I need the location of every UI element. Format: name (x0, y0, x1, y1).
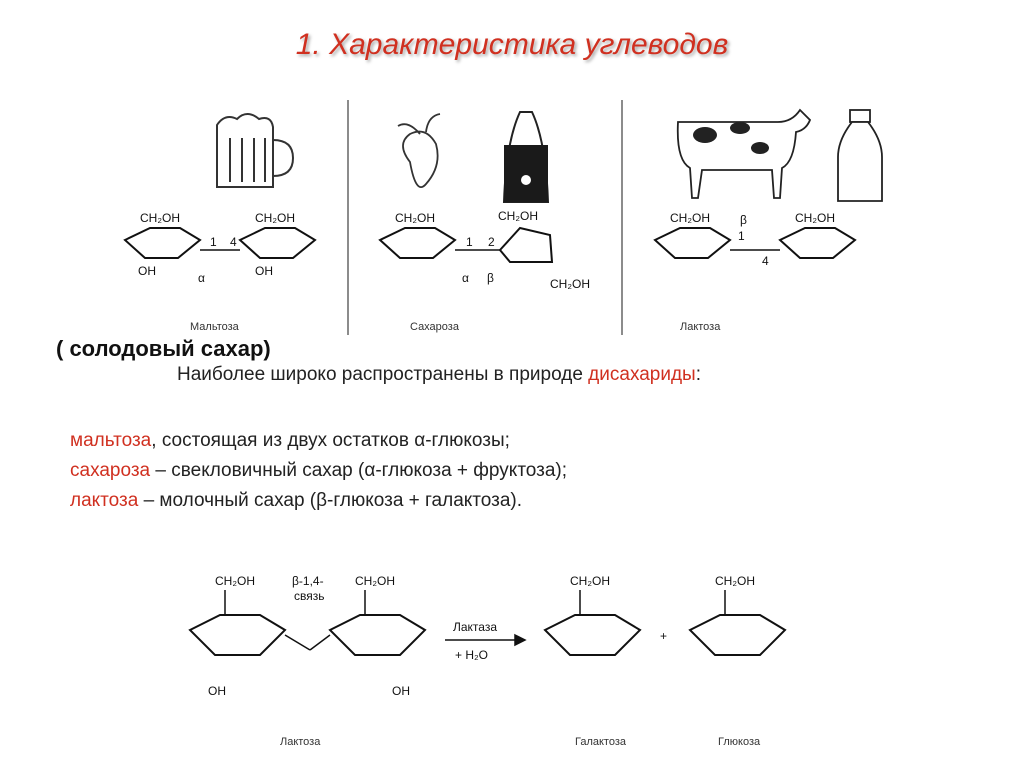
sugar-loaf-icon (504, 112, 548, 202)
link-label: 2 (488, 235, 495, 249)
glucose-ring (690, 590, 785, 655)
item-name: лактоза (70, 490, 139, 511)
enzyme-label: Лактаза (453, 620, 498, 634)
lactose-structure (655, 228, 855, 258)
milk-bottle-icon (838, 110, 882, 201)
item-desc: , состоящая из двух остатков α-глюкозы; (151, 430, 510, 451)
maltose-caption: Мальтоза (190, 321, 239, 333)
link-label: 4 (230, 235, 237, 249)
intro-end: : (695, 364, 701, 385)
bond-label: β-1,4- (292, 574, 324, 588)
disaccharide-list (70, 426, 567, 516)
intro-text: Наиболее широко распространены в природе (177, 364, 589, 385)
link-label: 1 (738, 229, 745, 243)
list-item (70, 486, 567, 516)
link-label: α (198, 271, 205, 285)
ch2oh-label: CH₂OH (550, 277, 590, 291)
sucrose-caption: Сахароза (410, 321, 459, 333)
ch2oh-label: CH₂OH (570, 574, 610, 588)
slide-title: 1. Характеристика углеводов (295, 28, 729, 61)
ch2oh-label: CH₂OH (670, 211, 710, 225)
beer-mug-icon (217, 114, 293, 187)
lactose-caption: Лактоза (680, 321, 721, 333)
oh-label: OH (255, 264, 273, 278)
ch2oh-label: CH₂OH (140, 211, 180, 225)
list-item (70, 426, 567, 456)
galactose-caption: Галактоза (575, 736, 626, 748)
maltose-structure (125, 228, 315, 258)
list-item (70, 456, 567, 486)
ch2oh-label: CH₂OH (395, 211, 435, 225)
bond-label: связь (294, 589, 325, 603)
item-desc: – молочный сахар (β-глюкоза + галактоза). (138, 490, 523, 511)
item-name: сахароза (70, 460, 151, 481)
link-label: 1 (210, 235, 217, 249)
item-desc: – свекловичный сахар (α-глюкоза + фруктоза); (150, 460, 568, 481)
link-label: β (740, 213, 747, 227)
oh-label: OH (138, 264, 156, 278)
sugar-beet-icon (398, 114, 440, 187)
ch2oh-label: CH₂OH (795, 211, 835, 225)
link-label: β (487, 271, 494, 285)
plus-sign: + (660, 629, 668, 643)
oh-label: OH (392, 684, 410, 698)
ch2oh-label: CH₂OH (715, 574, 755, 588)
lactose-hydrolysis-figure (170, 555, 810, 755)
item-name: мальтоза (70, 430, 152, 451)
link-label: 4 (762, 254, 769, 268)
oh-label: OH (208, 684, 226, 698)
water-label: + H₂O (455, 648, 488, 662)
ch2oh-label: CH₂OH (255, 211, 295, 225)
malt-sugar-label: ( солодовый сахар) (56, 336, 271, 361)
link-label: 1 (466, 235, 473, 249)
ch2oh-label: CH₂OH (355, 574, 395, 588)
disaccharide-figure (90, 100, 920, 340)
intro-line (177, 364, 701, 386)
intro-highlight: дисахариды (588, 364, 696, 385)
ch2oh-label: CH₂OH (215, 574, 255, 588)
reaction-arrow (445, 635, 525, 645)
glucose-caption: Глюкоза (718, 736, 761, 748)
galactose-ring (545, 590, 640, 655)
link-label: α (462, 271, 469, 285)
lactose-caption: Лактоза (280, 736, 321, 748)
ch2oh-label: CH₂OH (498, 209, 538, 223)
cow-icon (678, 110, 810, 198)
